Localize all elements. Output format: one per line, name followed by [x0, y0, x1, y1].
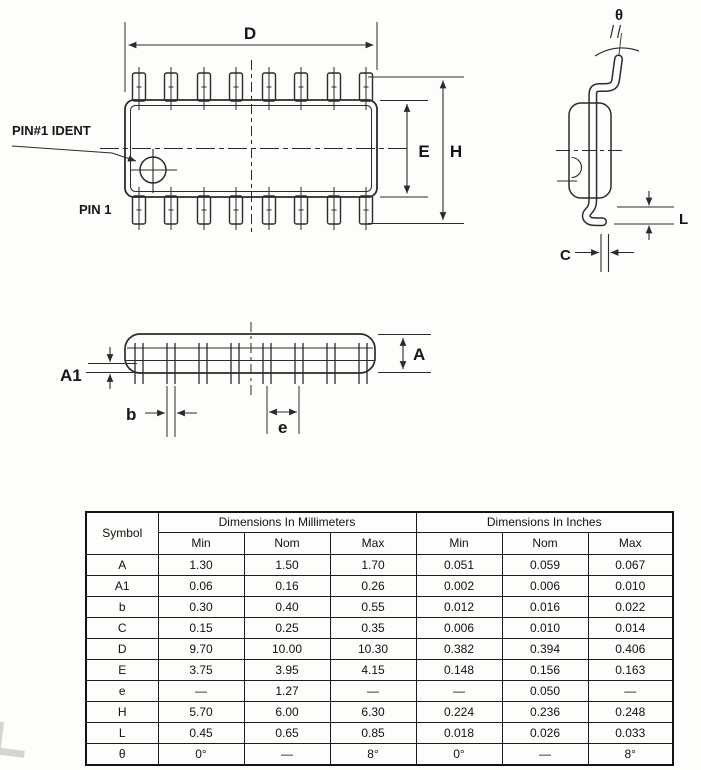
table-cell: 0.236	[502, 702, 588, 723]
table-cell: 0.067	[588, 555, 673, 576]
table-cell: 0.010	[588, 576, 673, 597]
table-cell: 0.022	[588, 597, 673, 618]
dim-label-d: D	[243, 24, 257, 43]
table-cell: 3.95	[244, 660, 330, 681]
sub-header-min-inch: Min	[416, 533, 502, 555]
table-cell: 0.30	[158, 597, 244, 618]
table-cell: 1.27	[244, 681, 330, 702]
dim-label-a1: A1	[60, 366, 82, 385]
pin1-ident-label: PIN#1 IDENT	[12, 123, 91, 138]
package-body-front-view	[125, 334, 375, 373]
table-cell: 0.002	[416, 576, 502, 597]
mm-group-header: Dimensions In Millimeters	[158, 512, 416, 533]
end-view	[556, 7, 688, 272]
table-cell: 0.014	[588, 618, 673, 639]
symbol-cell: E	[86, 660, 158, 681]
table-cell: —	[416, 681, 502, 702]
table-cell: 0.25	[244, 618, 330, 639]
table-cell: 0.15	[158, 618, 244, 639]
symbol-cell: D	[86, 639, 158, 660]
table-group-header-row	[86, 512, 673, 533]
sub-header-min-mm: Min	[158, 533, 244, 555]
table-cell: 0.010	[502, 618, 588, 639]
table-cell: 9.70	[158, 639, 244, 660]
symbol-cell: H	[86, 702, 158, 723]
table-sub-header-row	[86, 533, 673, 555]
symbol-cell: e	[86, 681, 158, 702]
sub-header-max-mm: Max	[330, 533, 416, 555]
table-cell: 6.00	[244, 702, 330, 723]
table-row	[86, 618, 673, 639]
table-row	[86, 681, 673, 702]
watermark-fragment	[0, 721, 28, 758]
table-cell: 0.006	[502, 576, 588, 597]
table-cell: 0.248	[588, 702, 673, 723]
dim-label-e: E	[418, 142, 430, 161]
table-cell: 0.006	[416, 618, 502, 639]
pin1-label: PIN 1	[79, 202, 112, 217]
table-cell: 8°	[330, 744, 416, 766]
table-cell: 0.65	[244, 723, 330, 744]
dimensions-table	[85, 511, 674, 766]
table-cell: 1.50	[244, 555, 330, 576]
table-cell: 6.30	[330, 702, 416, 723]
dim-label-l: L	[679, 211, 689, 228]
table-cell: 0.033	[588, 723, 673, 744]
sub-header-nom-mm: Nom	[244, 533, 330, 555]
table-cell: 0.224	[416, 702, 502, 723]
table-cell: 0°	[416, 744, 502, 766]
table-cell: 0.85	[330, 723, 416, 744]
table-cell: 0.45	[158, 723, 244, 744]
symbol-cell: A	[86, 555, 158, 576]
table-cell: 0.012	[416, 597, 502, 618]
dim-label-h: H	[449, 142, 463, 161]
table-cell: —	[588, 681, 673, 702]
table-cell: 0.051	[416, 555, 502, 576]
table-cell: 0.394	[502, 639, 588, 660]
dim-label-theta: θ	[614, 7, 624, 24]
table-cell: 1.30	[158, 555, 244, 576]
table-cell: 3.75	[158, 660, 244, 681]
table-cell: 0.059	[502, 555, 588, 576]
table-cell: —	[502, 744, 588, 766]
table-cell: 0.050	[502, 681, 588, 702]
dimensions-table-wrap	[85, 511, 674, 766]
table-cell: 0°	[158, 744, 244, 766]
inch-group-header: Dimensions In Inches	[416, 512, 673, 533]
top-view	[12, 22, 464, 236]
table-cell: —	[158, 681, 244, 702]
table-row	[86, 660, 673, 681]
symbol-cell: C	[86, 618, 158, 639]
mold-dimple	[572, 158, 582, 178]
table-cell: 0.016	[502, 597, 588, 618]
symbol-cell: A1	[86, 576, 158, 597]
bottom-pins	[133, 187, 373, 230]
table-cell: —	[330, 681, 416, 702]
sub-header-nom-inch: Nom	[502, 533, 588, 555]
table-cell: 0.018	[416, 723, 502, 744]
table-row	[86, 639, 673, 660]
table-cell: 0.16	[244, 576, 330, 597]
table-cell: 4.15	[330, 660, 416, 681]
symbol-header: Symbol	[86, 512, 158, 555]
table-cell: 0.40	[244, 597, 330, 618]
table-row	[86, 555, 673, 576]
symbol-cell: b	[86, 597, 158, 618]
table-cell: 0.35	[330, 618, 416, 639]
table-cell: 10.00	[244, 639, 330, 660]
table-cell: 0.026	[502, 723, 588, 744]
table-cell: 8°	[588, 744, 673, 766]
pin1-ident-mark	[131, 149, 177, 193]
dim-label-c: C	[560, 247, 571, 264]
table-cell: 0.163	[588, 660, 673, 681]
table-cell: 5.70	[158, 702, 244, 723]
sub-header-max-inch: Max	[588, 533, 673, 555]
table-row	[86, 744, 673, 766]
table-cell: 0.26	[330, 576, 416, 597]
table-cell: 10.30	[330, 639, 416, 660]
table-cell: 0.06	[158, 576, 244, 597]
table-row	[86, 597, 673, 618]
table-row	[86, 702, 673, 723]
table-cell: 0.406	[588, 639, 673, 660]
front-view	[60, 322, 431, 437]
table-row	[86, 576, 673, 597]
dim-label-b: b	[126, 405, 137, 424]
table-cell: 0.55	[330, 597, 416, 618]
table-row	[86, 723, 673, 744]
table-cell: 0.382	[416, 639, 502, 660]
table-cell: 1.70	[330, 555, 416, 576]
table-cell: 0.148	[416, 660, 502, 681]
top-pins	[133, 67, 373, 110]
symbol-cell: θ	[86, 744, 158, 766]
table-cell: 0.156	[502, 660, 588, 681]
dim-label-e-pitch: e	[278, 418, 288, 437]
table-cell: —	[244, 744, 330, 766]
dim-label-a: A	[413, 345, 426, 364]
symbol-cell: L	[86, 723, 158, 744]
